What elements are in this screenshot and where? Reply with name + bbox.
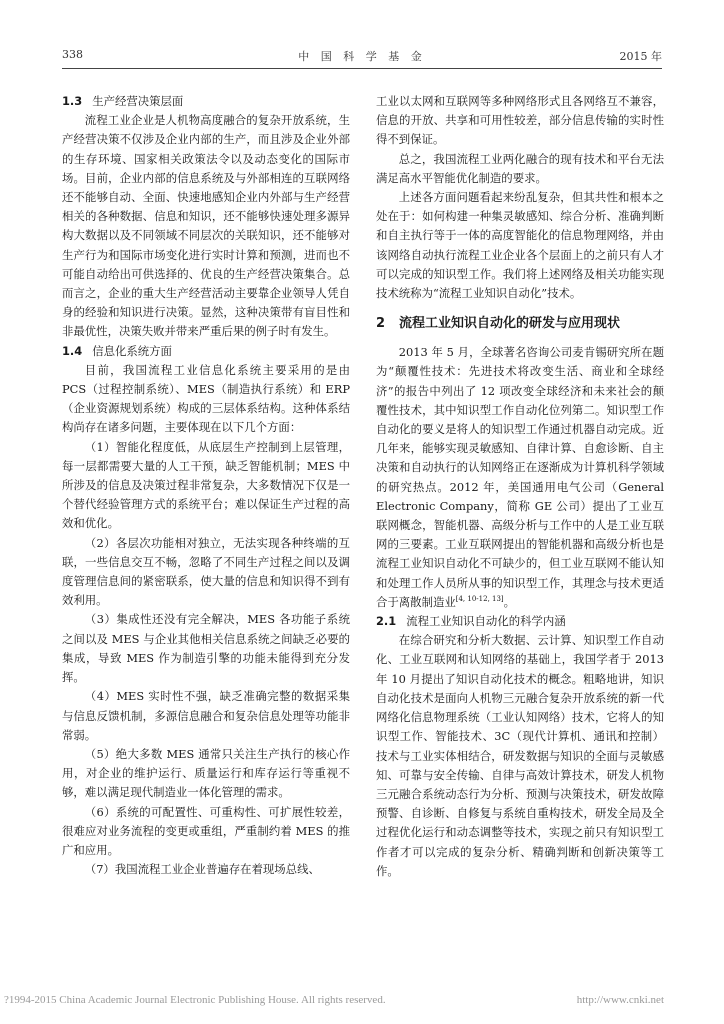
issue-item-3: （3）集成性还没有完全解决，MES 各功能子系统之间以及 MES 与企业其他相关信息系统之间缺乏必要的集成，导致 MES 作为制造引擎的功能未能得到充分发挥。 bbox=[62, 612, 350, 685]
right-column bbox=[376, 92, 664, 881]
core-problem-paragraph: 上述各方面问题看起来纷乱复杂，但其共性和根本之处在于：如何构建一种集灵敏感知、综合分析、准确判断和自主执行等于一体的高度智能化的信息物理网络，并由该网络自动执行流程工业企业各个层面上的之前只有人才可以完成的知识型工作。我们将上述网络及相关功能实现技术统称为“流程工业知识自动化”技术。 bbox=[376, 190, 664, 301]
issue-item-7: （7）我国流程工业企业普遍存在着现场总线、 bbox=[84, 862, 320, 877]
running-header bbox=[62, 46, 662, 69]
section-1-3-heading: 1.3 生产经营决策层面 bbox=[62, 94, 184, 108]
issue-item-6: （6）系统的可配置性、可重构性、可扩展性较差，很难应对业务流程的变更或重组，严重制约着 MES 的推广和应用。 bbox=[62, 804, 350, 857]
copyright-notice: ?1994-2015 China Academic Journal Electronic Publishing House. All rights reserved. bbox=[4, 994, 386, 1006]
summary-paragraph: 总之，我国流程工业两化融合的现有技术和平台无法满足高水平智能优化制造的要求。 bbox=[376, 151, 664, 185]
continued-paragraph: 工业以太网和互联网等多种网络形式且各网络互不兼容，信息的开放、共享和可用性较差，部分信息传输的实时性得不到保证。 bbox=[376, 94, 664, 147]
section-1-3-paragraph: 流程工业企业是人机物高度融合的复杂开放系统，生产经营决策不仅涉及企业内部的生产，而且涉及企业外部的生存环境、国家相关政策法令以及动态变化的国际市场。目前，企业内部的信息系统及与外部相连的互联网络还不能够自动、全面、快速地感知企业内外部与生产经营相关的各种数据、信息和知识，还不能够快速处理多源异构大数据以及不同领域不同层次的关联知识，还不能够对生产行为和国际市场变化进行实时计算和预测，进而也不可能自动给出可供选择的、优良的生产经营决策集合。总而言之，企业的重大生产经营活动主要靠企业领导人凭自身的经验和知识进行决策。显然，这种决策带有盲目性和非最优性，决策失败并带来严重后果的例子时有发生。 bbox=[62, 113, 350, 339]
issue-item-1: （1）智能化程度低，从底层生产控制到上层管理，每一层都需要大量的人工干预，缺乏智能机制；MES 中所涉及的信息及决策过程非常复杂，大多数情况下仅是一个替代经验管理方式的系统平台；难以保证生产过程的高效和优化。 bbox=[62, 439, 350, 531]
issue-item-2: （2）各层次功能相对独立，无法实现各种终端的互联，一些信息交互不畅，忽略了不同生产过程之间以及调度管理信息间的紧密联系，使大量的信息和知识得不到有效利用。 bbox=[62, 535, 350, 608]
section-1-4-intro: 目前，我国流程工业信息化系统主要采用的是由 PCS（过程控制系统）、MES（制造执行系统）和 ERP（企业资源规划系统）构成的三层体系结构。这种体系结构尚存在诸多问题，主要体现在以下几个方面： bbox=[62, 362, 350, 435]
section-1-4-heading: 1.4 信息化系统方面 bbox=[62, 343, 172, 358]
issue-item-5: （5）绝大多数 MES 通常只关注生产执行的核心作用，对企业的维护运行、质量运行和库存运行等重视不够，难以满足现代制造业一体化管理的需求。 bbox=[62, 746, 350, 800]
issue-item-4: （4）MES 实时性不强，缺乏准确完整的数据采集与信息反馈机制，多源信息融合和复杂信息处理等功能非常弱。 bbox=[62, 689, 350, 742]
issue-year: 2015 年 bbox=[619, 50, 662, 63]
section-2-1-heading: 2.1 流程工业知识自动化的科学内涵 bbox=[376, 614, 566, 629]
citation-ref: [4, 10-12, 13] bbox=[455, 595, 504, 604]
section-2-paragraph: 2013 年 5 月，全球著名咨询公司麦肯锡研究所在题为“颠覆性技术：先进技术将改变生活、商业和全球经济”的报告中列出了 12 项改变全球经济和未来社会的颠覆性技术，其中知识型工作自动化位列第二。知识型工作自动化的要义是将人的知识型工作通过机器自动完成。近几年来，能够实现灵敏感知、自律计算、自愈诊断、自主决策和自动执行的认知网络正在逐渐成为计算机科学领域的研究热点。2012 年，美国通用电气公司（General Electronic Company，简称 GE 公司）提出了工业互联网概念，智能机器、高级分析与工作中的人是工业互联网的三要素。工业互联网提出的智能机器和高级分析也是流程工业知识自动化不可缺少的，但工业互联网不能认知和处理工作人员所从事的知识型工作，其理念与技术更适合于离散制造业[4, 10-12, 13]。 bbox=[376, 345, 664, 609]
section-2-heading: 2 流程工业知识自动化的研发与应用现状 bbox=[376, 316, 621, 332]
left-column bbox=[62, 92, 350, 879]
journal-title: 中 国 科 学 基 金 bbox=[298, 50, 426, 63]
page-number: 338 bbox=[62, 48, 83, 61]
section-2-1-paragraph: 在综合研究和分析大数据、云计算、知识型工作自动化、工业互联网和认知网络的基础上，我国学者于 2013 年 10 月提出了知识自动化技术的概念。粗略地讲，知识自动化技术是面向人机物三元融合复杂开放系统的新一代网络化信息物理系统（工业认知网络）技术，它将人的知识型工作、智能技术、3C（现代计算机、通讯和控制）技术与工业实体相结合，研发数据与知识的全面与灵敏感知、可靠与安全传输、自律与高效计算技术，研发人机物三元融合系统动态行为分析、预测与决策技术，研发故障预警、自诊断、自修复与系统自重构技术，研发全局及全过程优化运行和动态调整等技术，实现之前只有知识型工作者才可以完成的复杂分析、精确判断和创新决策等工作。 bbox=[376, 633, 664, 878]
publisher-url: http://www.cnki.net bbox=[576, 994, 664, 1006]
